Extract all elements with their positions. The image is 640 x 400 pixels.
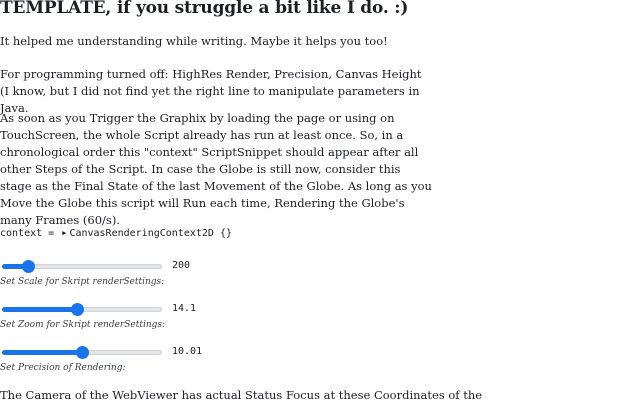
zoom-slider[interactable] <box>2 307 162 312</box>
scale-caption: Set Scale for Skript renderSettings: <box>0 277 165 287</box>
context-output <box>0 226 232 241</box>
precision-value: 10.01 <box>172 346 203 357</box>
intro-paragraph: It helped me understanding while writing. Maybe it helps you too! <box>0 34 388 48</box>
camera-paragraph: The Camera of the WebViewer has actual Status Focus at these Coordinates of the <box>0 388 483 400</box>
page-title: TEMPLATE, if you struggle a bit like I do. :) <box>0 0 409 18</box>
caret-right-icon[interactable]: ▶ <box>62 229 67 237</box>
zoom-caption: Set Zoom for Skript renderSettings: <box>0 320 166 330</box>
zoom-slider-row <box>0 301 260 317</box>
precision-slider-thumb[interactable] <box>76 346 89 359</box>
precision-caption: Set Precision of Rendering: <box>0 363 126 373</box>
context-value[interactable]: CanvasRenderingContext2D {} <box>69 228 232 239</box>
zoom-value: 14.1 <box>172 303 197 314</box>
scale-value: 200 <box>172 260 191 271</box>
scale-slider-thumb[interactable] <box>22 260 35 273</box>
scale-slider[interactable] <box>2 264 162 269</box>
programming-paragraph: For programming turned off: HighRes Render, Precision, Canvas Height (I know, but I did not find yet the right line to manipulate parameters in Java. <box>0 67 422 115</box>
zoom-slider-fill <box>2 307 77 312</box>
precision-slider[interactable] <box>2 350 162 355</box>
precision-slider-fill <box>2 350 82 355</box>
zoom-slider-thumb[interactable] <box>71 303 84 316</box>
trigger-paragraph: As soon as you Trigger the Graphix by loading the page or using on TouchScreen, the whole Script already has run at least once. So, in a chronological order this "context" ScriptSnippet should appear after all other Steps of the Script. In case the Globe is still now, consider this stage as the Final State of the last Movement of the Globe. As long as you Move the Globe this script will Run each time, Rendering the Globe's many Frames (60/s). <box>0 111 432 227</box>
context-variable: context = <box>0 228 55 239</box>
precision-slider-row <box>0 344 260 360</box>
scale-slider-row <box>0 258 260 274</box>
